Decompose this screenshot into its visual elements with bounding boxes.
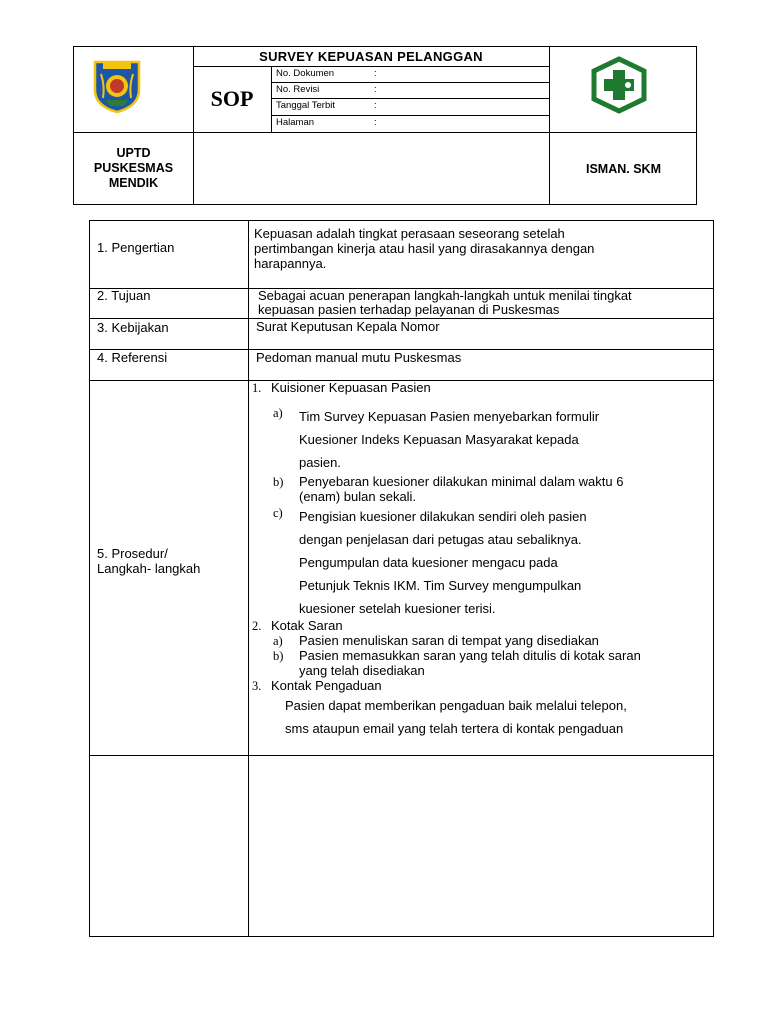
text-line: dengan penjelasan dari petugas atau sebaliknya.: [299, 532, 582, 547]
meta-colon: :: [374, 68, 377, 79]
regional-emblem-icon: [91, 56, 143, 114]
meta-key: Tanggal Terbit: [276, 100, 335, 111]
list-subitem: [299, 405, 599, 474]
text-line: Pasien dapat memberikan pengaduan baik melalui telepon,: [285, 698, 627, 713]
list-number: 1.: [252, 381, 262, 395]
meta-colon: :: [374, 84, 377, 95]
list-number: 2.: [252, 619, 262, 633]
meta-colon: :: [374, 117, 377, 128]
text-line: sms ataupun email yang telah tertera di kontak pengaduan: [285, 721, 624, 736]
text-line: Pengumpulan data kuesioner mengacu pada: [299, 555, 558, 570]
list-subitem: [299, 505, 654, 620]
list-mark: c): [273, 506, 283, 520]
list-subitem: [299, 633, 599, 648]
text-line: Petunjuk Teknis IKM. Tim Survey mengumpulkan: [299, 578, 582, 593]
list-mark: b): [273, 475, 284, 489]
list-item-title: Kuisioner Kepuasan Pasien: [271, 380, 431, 395]
divider: [248, 221, 249, 936]
sop-label: SOP: [210, 86, 254, 111]
tujuan-text: [258, 289, 706, 317]
row-label-prosedur: [97, 546, 200, 576]
text-line: harapannya.: [254, 256, 327, 271]
list-mark: b): [273, 649, 284, 663]
row-label-referensi: 4. Referensi: [97, 350, 168, 365]
document-title: SURVEY KEPUASAN PELANGGAN: [259, 49, 483, 64]
list-mark: a): [273, 406, 283, 420]
meta-row-no-dokumen: [271, 66, 549, 82]
text-line: Pengisian kuesioner dilakukan sendiri oleh pasien: [299, 509, 587, 524]
divider: [90, 755, 713, 756]
row-label-pengertian: 1. Pengertian: [97, 240, 175, 255]
org-line: UPTD: [116, 146, 151, 160]
row-label-tujuan: 2. Tujuan: [97, 288, 151, 303]
signatory-name: ISMAN. SKM: [586, 161, 661, 176]
text-line: kepuasan pasien terhadap pelayanan di Puskesmas: [258, 302, 560, 317]
meta-row-halaman: [271, 115, 549, 131]
text-line: pertimbangan kinerja atau hasil yang dirasakannya dengan: [254, 241, 595, 256]
text-line: Kepuasan adalah tingkat perasaan seseorang setelah: [254, 226, 565, 241]
meta-key: Halaman: [276, 117, 315, 128]
list-subitem: [299, 648, 641, 678]
sop-header: [73, 46, 697, 205]
kebijakan-text: Surat Keputusan Kepala Nomor: [256, 319, 440, 334]
org-line: PUSKESMAS: [93, 161, 174, 175]
pengertian-text: [254, 226, 706, 271]
list-item-title: Kotak Saran: [271, 618, 343, 633]
list-subitem: [299, 474, 623, 504]
label-line: Langkah- langkah: [97, 561, 201, 576]
text-line: Penyebaran kuesioner dilakukan minimal dalam waktu 6: [299, 474, 624, 489]
text-line: yang telah disediakan: [299, 663, 425, 678]
meta-row-tanggal-terbit: [271, 98, 549, 114]
text-line: Kuesioner Indeks Kepuasan Masyarakat kepada: [299, 432, 579, 447]
text-line: pasien.: [299, 455, 341, 470]
text-line: kuesioner setelah kuesioner terisi.: [299, 601, 496, 616]
text-line: Tim Survey Kepuasan Pasien menyebarkan formulir: [299, 409, 600, 424]
referensi-text: Pedoman manual mutu Puskesmas: [256, 350, 462, 365]
meta-key: No. Revisi: [276, 84, 320, 95]
org-line: MENDIK: [108, 176, 159, 190]
list-item-title: Kontak Pengaduan: [271, 678, 382, 693]
text-line: Pasien menuliskan saran di tempat yang disediakan: [299, 633, 599, 648]
meta-row-no-revisi: [271, 82, 549, 98]
label-line: 5. Prosedur/: [97, 546, 168, 561]
organization-name: [74, 132, 193, 205]
meta-colon: :: [374, 100, 377, 111]
puskesmas-logo-icon: [584, 56, 654, 114]
row-label-kebijakan: 3. Kebijakan: [97, 320, 169, 335]
sop-content-table: [89, 220, 714, 937]
list-number: 3.: [252, 679, 262, 693]
text-line: Pasien memasukkan saran yang telah ditulis di kotak saran: [299, 648, 641, 663]
text-line: (enam) bulan sekali.: [299, 489, 417, 504]
list-mark: a): [273, 634, 283, 648]
meta-key: No. Dokumen: [276, 68, 335, 79]
list-subitem: [285, 694, 627, 740]
text-line: Sebagai acuan penerapan langkah-langkah untuk menilai tingkat: [258, 288, 632, 303]
